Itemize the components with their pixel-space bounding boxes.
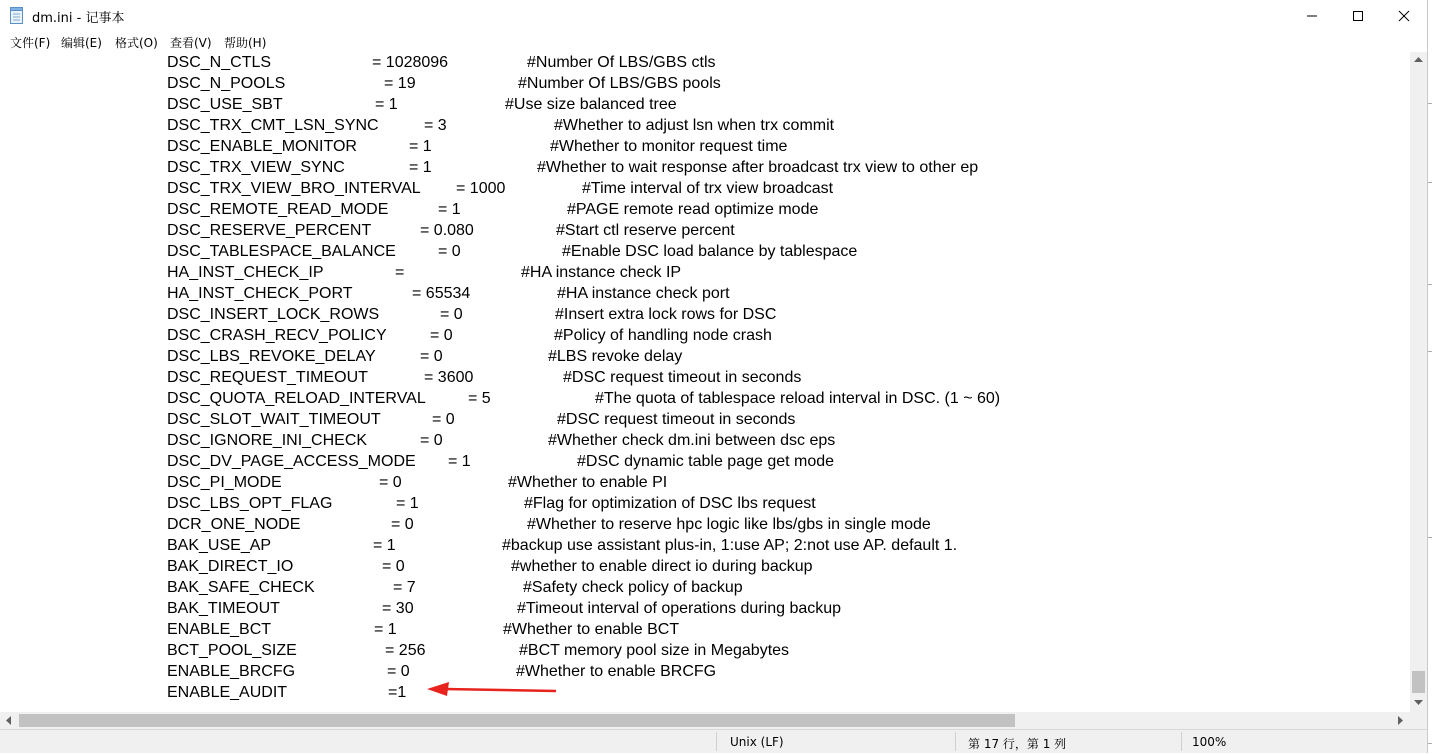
config-key: DSC_PI_MODE [167,474,282,491]
config-value: = 7 [393,579,416,596]
text-line [0,73,1410,94]
config-key: DSC_N_POOLS [167,75,286,92]
config-key: ENABLE_AUDIT [167,684,288,701]
text-line [0,577,1410,598]
config-comment: #backup use assistant plus-in, 1:use AP; 2:not use AP. default 1. [502,537,958,554]
text-line [0,451,1410,472]
text-line [0,619,1410,640]
text-line [0,598,1410,619]
text-line [0,136,1410,157]
config-value: = 0 [382,558,405,575]
config-value: = 65534 [412,285,471,302]
background-tick [1428,537,1432,538]
status-zoom: 100% [1192,735,1227,749]
text-line [0,640,1410,661]
text-line [0,514,1410,535]
background-tick [1428,103,1432,104]
notepad-icon [10,7,24,24]
menu-bar [0,31,1427,52]
status-divider [716,732,717,751]
status-divider [1181,732,1182,751]
config-key: DSC_QUOTA_RELOAD_INTERVAL [167,390,426,407]
config-key: BAK_TIMEOUT [167,600,280,617]
config-comment: #PAGE remote read optimize mode [567,201,819,218]
config-comment: #Start ctl reserve percent [556,222,735,239]
scroll-up-icon[interactable] [1414,57,1423,63]
text-line [0,661,1410,682]
config-value: = 1 [373,537,396,554]
scroll-down-icon[interactable] [1414,700,1423,706]
config-value: = 0 [440,306,463,323]
config-key: DSC_REMOTE_READ_MODE [167,201,389,218]
config-value: = 256 [385,642,426,659]
config-comment: #HA instance check port [557,285,730,302]
config-comment: #Flag for optimization of DSC lbs request [524,495,816,512]
maximize-button[interactable] [1335,0,1381,31]
menu-format[interactable]: 格式(O) [115,36,158,50]
config-value: = 1 [448,453,471,470]
config-key: DSC_TRX_VIEW_BRO_INTERVAL [167,180,421,197]
config-comment: #Whether to wait response after broadcast trx view to other ep [537,159,979,176]
config-key: DSC_N_CTLS [167,54,272,71]
config-key: BCT_POOL_SIZE [167,642,297,659]
config-value: = 0 [432,411,455,428]
config-key: DSC_INSERT_LOCK_ROWS [167,306,380,323]
config-key: ENABLE_BCT [167,621,272,638]
config-comment: #whether to enable direct io during backup [511,558,813,575]
text-line [0,556,1410,577]
config-key: BAK_USE_AP [167,537,272,554]
config-key: DSC_ENABLE_MONITOR [167,138,357,155]
config-comment: #Policy of handling node crash [554,327,772,344]
text-editor[interactable] [0,52,1410,712]
text-line [0,346,1410,367]
config-key: DSC_TRX_CMT_LSN_SYNC [167,117,379,134]
config-comment: #Time interval of trx view broadcast [582,180,834,197]
config-comment: #Whether to enable BCT [503,621,680,638]
text-line [0,472,1410,493]
text-line [0,178,1410,199]
status-cursor-position: 第 17 行，第 1 列 [968,737,1067,751]
config-value: = 0.080 [420,222,474,239]
config-value: = 3 [424,117,447,134]
menu-view[interactable]: 查看(V) [170,36,212,50]
config-comment: #HA instance check IP [521,264,682,281]
scroll-left-icon[interactable] [6,716,12,725]
text-line [0,367,1410,388]
horizontal-scrollbar[interactable] [0,712,1410,729]
config-value: = 1 [375,96,398,113]
config-comment: #DSC dynamic table page get mode [577,453,835,470]
config-comment: #Number Of LBS/GBS pools [518,75,721,92]
config-key: DSC_IGNORE_INI_CHECK [167,432,368,449]
config-key: DSC_DV_PAGE_ACCESS_MODE [167,453,416,470]
vertical-scrollbar[interactable] [1410,52,1427,712]
config-comment: #Whether to enable PI [508,474,668,491]
title-bar[interactable] [0,0,1427,31]
config-value: = 1028096 [372,54,449,71]
config-value: = 0 [420,432,443,449]
text-line [0,535,1410,556]
background-tick [1428,351,1432,352]
maximize-icon [1352,10,1364,22]
text-line [0,199,1410,220]
scrollbar-corner [1410,712,1427,729]
config-comment: #Whether to monitor request time [550,138,788,155]
config-key: DSC_REQUEST_TIMEOUT [167,369,368,386]
config-value: = 5 [468,390,491,407]
config-value: = 0 [379,474,402,491]
config-comment: #BCT memory pool size in Megabytes [519,642,790,659]
config-key: DSC_SLOT_WAIT_TIMEOUT [167,411,381,428]
config-comment: #The quota of tablespace reload interval in DSC. (1 ~ 60) [595,390,1001,407]
menu-file[interactable]: 文件(F) [10,36,51,50]
text-line [0,220,1410,241]
text-line [0,115,1410,136]
config-comment: #Whether to enable BRCFG [516,663,717,680]
background-tick [1428,182,1432,183]
config-comment: #Number Of LBS/GBS ctls [527,54,716,71]
config-value: = 1 [374,621,397,638]
config-value: = 0 [430,327,453,344]
config-comment: #Enable DSC load balance by tablespace [562,243,858,260]
config-value: = 1 [438,201,461,218]
status-encoding: Unix (LF) [730,735,784,749]
config-key: DSC_CRASH_RECV_POLICY [167,327,387,344]
background-tick [1428,743,1432,744]
minimize-button[interactable] [1289,0,1335,31]
status-divider [955,732,956,751]
text-line [0,241,1410,262]
text-line [0,304,1410,325]
text-line [0,682,1410,703]
config-comment: #Timeout interval of operations during backup [517,600,842,617]
config-key: DSC_LBS_OPT_FLAG [167,495,333,512]
config-key: HA_INST_CHECK_PORT [167,285,353,302]
config-value: = 30 [382,600,414,617]
config-value: = 0 [387,663,410,680]
config-comment: #DSC request timeout in seconds [557,411,796,428]
config-key: HA_INST_CHECK_IP [167,264,324,281]
text-line [0,157,1410,178]
text-line [0,388,1410,409]
config-key: DSC_USE_SBT [167,96,283,113]
config-key: DSC_RESERVE_PERCENT [167,222,372,239]
config-value: = 0 [391,516,414,533]
horizontal-scroll-thumb[interactable] [19,714,1015,727]
text-line [0,283,1410,304]
config-value: = 1 [409,138,432,155]
scroll-right-icon[interactable] [1398,716,1404,725]
status-bar [0,729,1427,753]
close-icon [1398,10,1410,22]
text-line [0,94,1410,115]
menu-help[interactable]: 帮助(H) [224,36,267,50]
config-value: = [395,264,405,281]
background-window-edge [1428,0,1432,754]
config-key: DSC_TRX_VIEW_SYNC [167,159,345,176]
config-key: DSC_LBS_REVOKE_DELAY [167,348,376,365]
config-key: ENABLE_BRCFG [167,663,296,680]
config-value: = 0 [420,348,443,365]
config-comment: #LBS revoke delay [548,348,683,365]
config-key: DSC_TABLESPACE_BALANCE [167,243,396,260]
text-line [0,262,1410,283]
config-value: = 1 [396,495,419,512]
config-value: = 0 [438,243,461,260]
config-value: = 1 [409,159,432,176]
vertical-scroll-thumb[interactable] [1412,671,1425,693]
config-comment: #DSC request timeout in seconds [563,369,802,386]
config-comment: #Whether to adjust lsn when trx commit [554,117,835,134]
config-value: = 1000 [456,180,506,197]
menu-edit[interactable]: 编辑(E) [61,36,102,50]
config-key: BAK_DIRECT_IO [167,558,294,575]
config-comment: #Whether check dm.ini between dsc eps [548,432,836,449]
config-value: = 19 [384,75,416,92]
background-tick [1428,284,1432,285]
config-comment: #Safety check policy of backup [523,579,743,596]
config-key: BAK_SAFE_CHECK [167,579,315,596]
window-title: dm.ini - 记事本 [32,11,125,26]
config-value: =1 [388,684,407,701]
config-key: DCR_ONE_NODE [167,516,301,533]
config-comment: #Insert extra lock rows for DSC [555,306,777,323]
config-comment: #Whether to reserve hpc logic like lbs/gbs in single mode [527,516,931,533]
text-line [0,325,1410,346]
text-line [0,430,1410,451]
text-line [0,493,1410,514]
minimize-icon [1306,10,1318,22]
text-line [0,409,1410,430]
close-button[interactable] [1381,0,1427,31]
text-line [0,52,1410,73]
config-value: = 3600 [424,369,474,386]
config-comment: #Use size balanced tree [505,96,677,113]
